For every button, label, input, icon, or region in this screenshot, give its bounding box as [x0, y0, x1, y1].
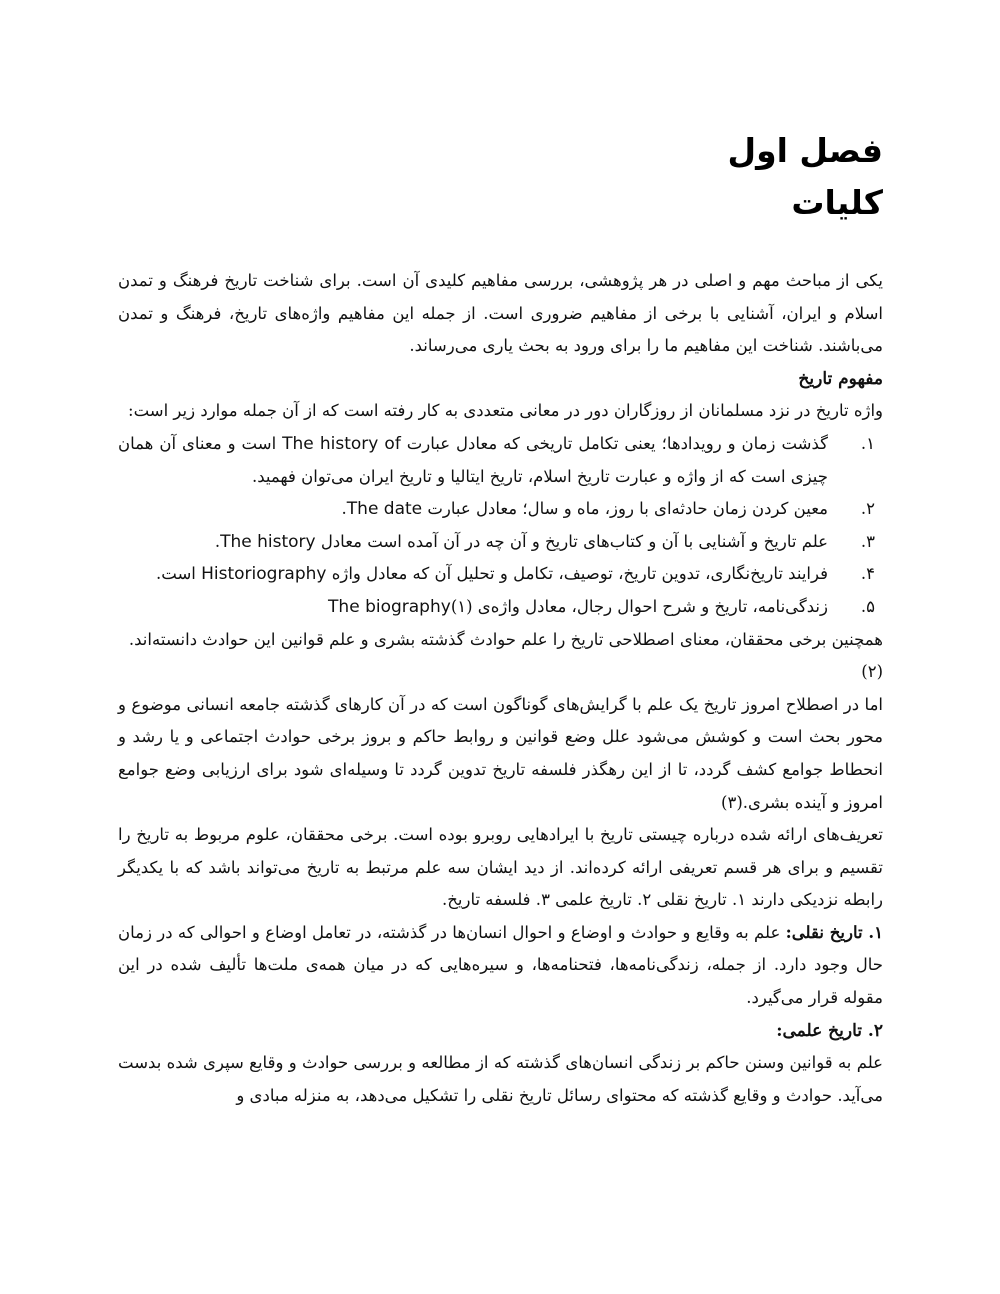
list-item-3: ۳. علم تاریخ و آشنایی با آن و کتاب‌های تاریخ و آن چه در آن آمده است معادل The history.	[118, 526, 883, 559]
elmi-heading: ۲. تاریخ علمی:	[776, 1020, 883, 1041]
list-item-2: ۲. معین کردن زمان حادثه‌ای با روز، ماه و سال؛ معادل عبارت The date.	[118, 493, 883, 526]
paragraph-modern-definition: اما در اصطلاح امروز تاریخ یک علم با گرایش‌های گوناگون است که در آن کارهای گذشته جامعه انسانی موضوع و محور بحث است و کوشش می‌شود علل وضع قوانین و روابط حاکم و بروز برخی حوادث اجتماعی و یا رشد و انحطاط جوامع کشف گردد، تا از این رهگذر فلسفه تاریخ تدوین گردد تا وسیله‌ای شود برای ارزیابی وضع جوامع امروز و آینده بشری.(۳)	[118, 694, 883, 812]
paragraph-three-sciences: تعریف‌های ارائه شده درباره چیستی تاریخ با ایرادهایی روبرو بوده است. برخی محققان، علوم مربوط به تاریخ را تقسیم و برای هر قسم تعریفی ارائه کرده‌اند. از دید ایشان سه علم مرتبط به تاریخ می‌تواند باشد که با یکدیگر رابطه نزدیکی دارند ۱. تاریخ نقلی ۲. تاریخ علمی ۳. فلسفه تاریخ.	[118, 825, 883, 910]
chapter-subtitle: کلیات	[791, 183, 883, 222]
section-heading: مفهوم تاریخ	[798, 368, 883, 389]
document-page	[118, 125, 883, 1112]
list-item-number: ۴.	[860, 564, 875, 584]
latin-term: Historiography	[201, 564, 327, 585]
paragraph-naqli: ۱. تاریخ نقلی: علم به وقایع و حوادث و اوضاع و احوال انسان‌ها در گذشته، در تعامل اوضاع و احوالی که در زمان حال وجود دارد. از جمله، زندگی‌نامه‌ها، فتحنامه‌ها، و سیره‌هایی که در میان همه‌ی ملت‌ها تألیف شده در این مقوله قرار می‌گیرد.	[118, 922, 884, 1008]
naqli-label: ۱. تاریخ نقلی:	[785, 922, 884, 942]
chapter-title: فصل اول	[727, 131, 883, 170]
intro-paragraph: یکی از مباحث مهم و اصلی در هر پژوهشی، بررسی مفاهیم کلیدی آن است. برای شناخت تاریخ فرهنگ و تمدن اسلام و ایران، آشنایی با برخی از مفاهیم ضروری است. از جمله این مفاهیم واژه‌های تاریخ، فرهنگ و تمدن می‌باشند. شناخت این مفاهیم ما را برای ورود به بحث یاری می‌رساند.	[118, 271, 883, 356]
paragraph-definition: همچنین برخی محققان، معنای اصطلاحی تاریخ را علم حوادث گذشته بشری و علم قوانین این حوادث دانسته‌اند.(۲)	[128, 629, 883, 682]
list-item-number: ۳.	[860, 531, 875, 551]
list-item-4: ۴. فرایند تاریخ‌نگاری، تدوین تاریخ، توصیف، تکامل و تحلیل آن که معادل واژه Historiography است.	[118, 558, 883, 591]
list-item-1: ۱. گذشت زمان و رویدادها؛ یعنی تکامل تاریخی که معادل عبارت The history of است و معنای آن همان چیزی است که از واژه و عبارت تاریخ اسلام، تاریخ ایتالیا و تاریخ ایران می‌توان فهمید.	[118, 428, 883, 493]
latin-term: The date	[346, 499, 423, 520]
latin-term: The biography	[328, 596, 451, 617]
paragraph-elmi: علم به قوانین وسنن حاکم بر زندگی انسان‌های گذشته که از مطالعه و بررسی حوادث و وقایع سپری شده بدست می‌آید. حوادث و وقایع گذشته که محتوای رسائل تاریخ نقلی را تشکیل می‌دهد، به منزله مبادی و	[118, 1053, 883, 1105]
list-item-5: ۵. زندگی‌نامه، تاریخ و شرح احوال رجال، معادل واژه‌ی The biography(۱)	[118, 591, 883, 624]
list-item-number: ۵.	[860, 596, 875, 616]
list-item-number: ۲.	[860, 499, 875, 519]
section-lead: واژه تاریخ در نزد مسلمانان از روزگاران دور در معانی متعددی به کار رفته است که از آن جمله موارد زیر است:	[128, 401, 883, 421]
list-item-number: ۱.	[860, 433, 875, 453]
latin-term: The history	[220, 531, 316, 552]
latin-term: The history of	[282, 433, 401, 454]
